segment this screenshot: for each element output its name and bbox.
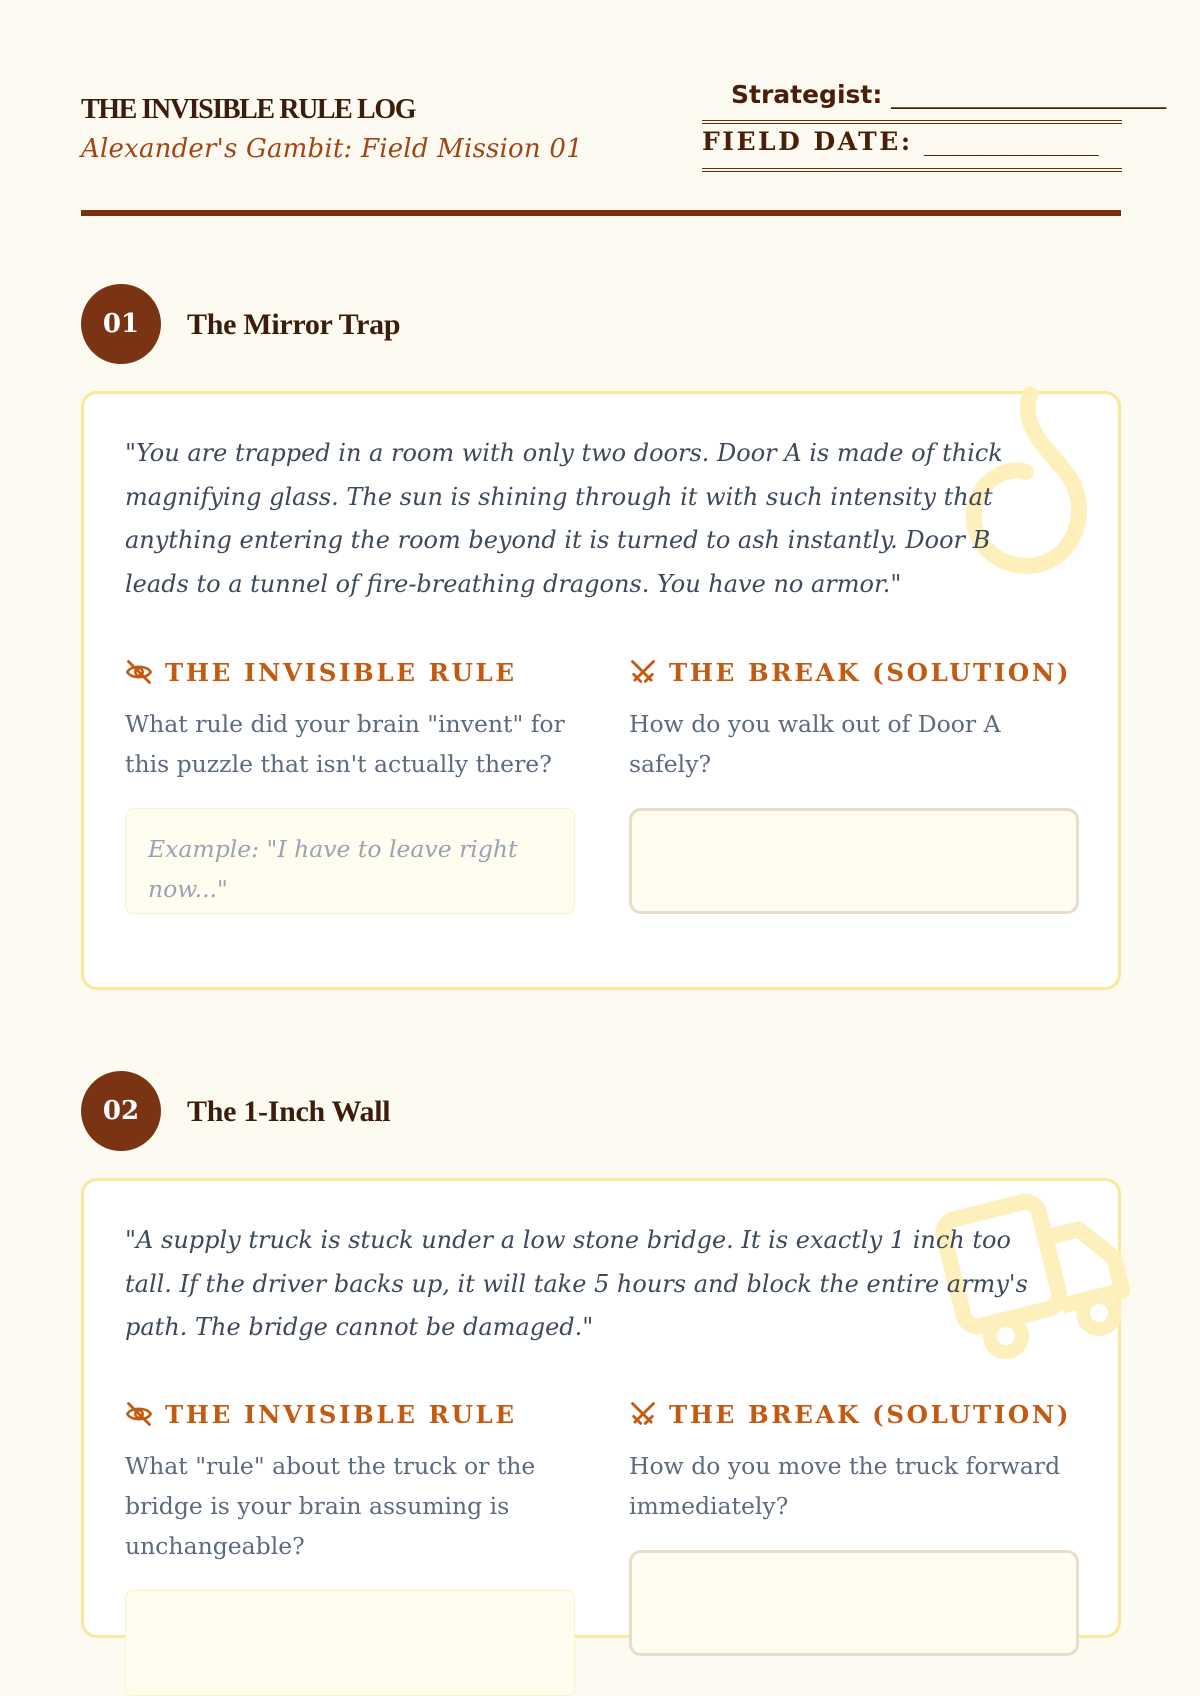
field-date-blank: ______________ bbox=[923, 127, 1099, 156]
crossed-swords-icon bbox=[629, 1400, 657, 1428]
mission-title: The 1-Inch Wall bbox=[187, 1095, 391, 1128]
page-title: THE INVISIBLE RULE LOG bbox=[81, 94, 416, 125]
crossed-swords-icon bbox=[629, 658, 657, 686]
break-solution-section bbox=[629, 1396, 1079, 1656]
strategist-label: Strategist: bbox=[731, 80, 883, 109]
field-date-field[interactable] bbox=[702, 127, 1122, 172]
invisible-rule-answer-field[interactable] bbox=[125, 1590, 575, 1696]
invisible-rule-question: What "rule" about the truck or the bridge is your brain assuming is unchangeable? bbox=[125, 1452, 536, 1560]
mission-header bbox=[81, 284, 781, 364]
mission-number-badge: 02 bbox=[81, 1071, 161, 1151]
break-solution-heading bbox=[629, 654, 1079, 690]
mission-number-badge: 01 bbox=[81, 284, 161, 364]
invisible-rule-heading bbox=[125, 1396, 575, 1432]
invisible-rule-section bbox=[125, 654, 575, 914]
header-divider bbox=[81, 210, 1121, 216]
break-solution-label: THE BREAK (SOLUTION) bbox=[669, 657, 1072, 687]
strategist-field[interactable] bbox=[702, 80, 1167, 124]
mission-card bbox=[81, 391, 1121, 990]
break-solution-question: How do you move the truck forward immediately? bbox=[629, 1452, 1061, 1520]
eye-slash-icon bbox=[125, 1400, 153, 1428]
invisible-rule-heading bbox=[125, 654, 575, 690]
invisible-rule-question: What rule did your brain "invent" for this puzzle that isn't actually there? bbox=[125, 710, 565, 778]
invisible-rule-label: THE INVISIBLE RULE bbox=[165, 1399, 517, 1429]
log-header bbox=[81, 0, 1167, 220]
break-solution-answer-field[interactable] bbox=[629, 1550, 1079, 1656]
field-date-label: FIELD DATE: bbox=[702, 127, 913, 156]
scenario-text: "A supply truck is stuck under a low stone bridge. It is exactly 1 inch too tall. If the driver backs up, it will take 5 hours and block the entire army's path. The bridge cannot be damaged." bbox=[125, 1226, 1028, 1341]
break-solution-heading bbox=[629, 1396, 1079, 1432]
scenario-text: "You are trapped in a room with only two doors. Door A is made of thick magnifying glass. The sun is shining through it with such intensity that anything entering the room beyond it is turned to ash instantly. Door B leads to a tunnel of fire-breathing dragons. You have no armor." bbox=[125, 439, 1003, 598]
mission-title: The Mirror Trap bbox=[187, 308, 401, 341]
strategist-blank: ______________________ bbox=[891, 80, 1167, 109]
break-solution-label: THE BREAK (SOLUTION) bbox=[669, 1399, 1072, 1429]
break-solution-section bbox=[629, 654, 1079, 914]
mission-header bbox=[81, 1071, 781, 1151]
invisible-rule-label: THE INVISIBLE RULE bbox=[165, 657, 517, 687]
invisible-rule-answer-field[interactable] bbox=[125, 808, 575, 914]
mission-card bbox=[81, 1178, 1121, 1638]
break-solution-answer-field[interactable] bbox=[629, 808, 1079, 914]
page-subtitle: Alexander's Gambit: Field Mission 01 bbox=[81, 134, 583, 164]
answer-placeholder: Example: "I have to leave right now..." bbox=[148, 835, 518, 903]
break-solution-question: How do you walk out of Door A safely? bbox=[629, 710, 1001, 778]
eye-slash-icon bbox=[125, 658, 153, 686]
invisible-rule-section bbox=[125, 1396, 575, 1696]
